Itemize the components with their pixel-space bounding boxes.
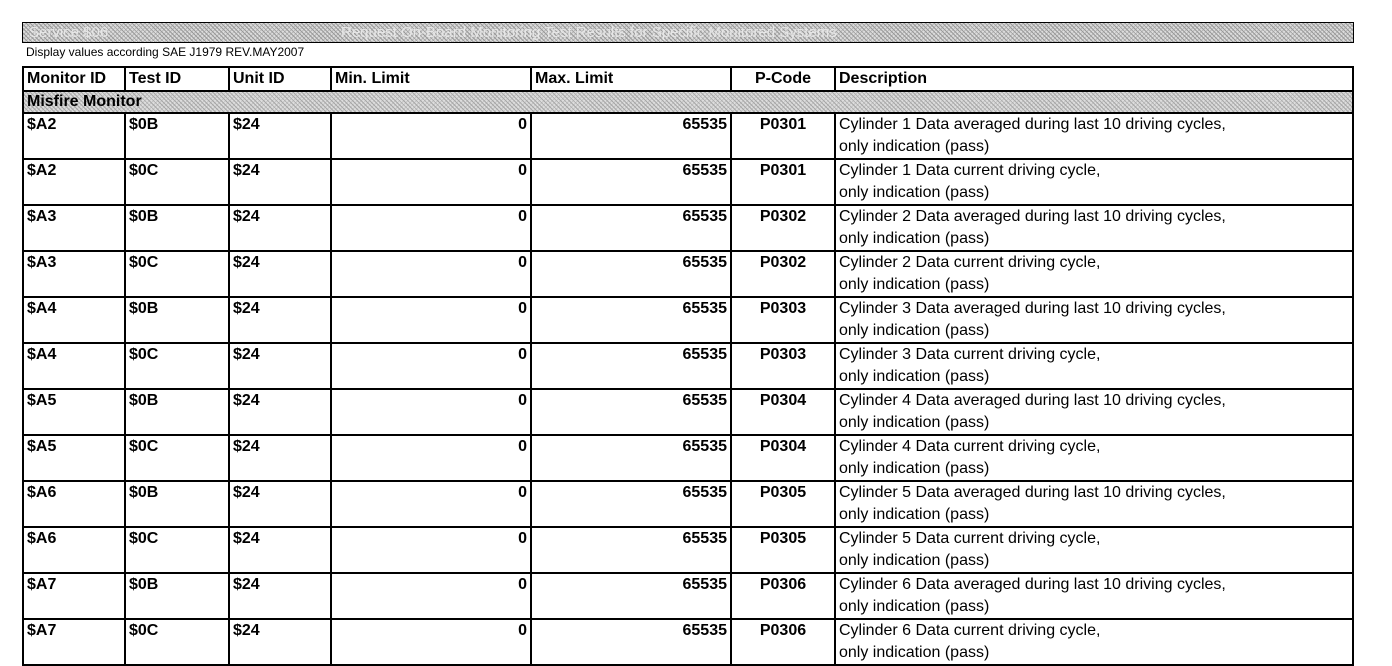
monitor-id-cell: $A4 <box>23 343 125 389</box>
description-cell <box>835 573 1353 619</box>
unit-id-cell: $24 <box>229 435 331 481</box>
group-row <box>23 91 1353 113</box>
min-limit-cell: 0 <box>331 481 531 527</box>
min-limit-cell: 0 <box>331 113 531 159</box>
test-id-cell: $0C <box>125 619 229 665</box>
min-limit-cell: 0 <box>331 435 531 481</box>
unit-id-cell: $24 <box>229 527 331 573</box>
p-code-cell: P0305 <box>731 527 835 573</box>
description-cell <box>835 251 1353 297</box>
max-limit-cell: 65535 <box>531 527 731 573</box>
column-header-unit-id: Unit ID <box>229 67 331 91</box>
description-line-2: only indication (pass) <box>839 460 990 477</box>
column-header-max-limit: Max. Limit <box>531 67 731 91</box>
description-line-1: Cylinder 6 Data averaged during last 10 driving cycles, <box>839 576 1226 593</box>
test-id-cell: $0B <box>125 113 229 159</box>
description-line-1: Cylinder 3 Data current driving cycle, <box>839 346 1101 363</box>
column-header-description: Description <box>835 67 1353 91</box>
unit-id-cell: $24 <box>229 297 331 343</box>
description-line-2: only indication (pass) <box>839 276 990 293</box>
table-header-row <box>23 67 1353 91</box>
description-line-1: Cylinder 4 Data averaged during last 10 driving cycles, <box>839 392 1226 409</box>
description-line-1: Cylinder 1 Data current driving cycle, <box>839 162 1101 179</box>
min-limit-cell: 0 <box>331 251 531 297</box>
p-code-cell: P0302 <box>731 251 835 297</box>
description-line-1: Cylinder 5 Data current driving cycle, <box>839 530 1101 547</box>
table-row <box>23 619 1353 665</box>
test-id-cell: $0B <box>125 205 229 251</box>
description-cell <box>835 159 1353 205</box>
description-line-2: only indication (pass) <box>839 138 990 155</box>
p-code-cell: P0306 <box>731 573 835 619</box>
table-row <box>23 527 1353 573</box>
group-label: Misfire Monitor <box>23 91 1353 113</box>
description-line-2: only indication (pass) <box>839 552 990 569</box>
max-limit-cell: 65535 <box>531 343 731 389</box>
column-header-min-limit: Min. Limit <box>331 67 531 91</box>
min-limit-cell: 0 <box>331 343 531 389</box>
unit-id-cell: $24 <box>229 159 331 205</box>
max-limit-cell: 65535 <box>531 619 731 665</box>
table-row <box>23 389 1353 435</box>
monitor-id-cell: $A2 <box>23 113 125 159</box>
max-limit-cell: 65535 <box>531 205 731 251</box>
monitor-id-cell: $A6 <box>23 527 125 573</box>
page-title: Request On-Board Monitoring Test Results for Specific Monitored Systems <box>341 24 837 41</box>
max-limit-cell: 65535 <box>531 435 731 481</box>
monitor-id-cell: $A3 <box>23 205 125 251</box>
test-id-cell: $0B <box>125 389 229 435</box>
table-row <box>23 481 1353 527</box>
p-code-cell: P0302 <box>731 205 835 251</box>
test-id-cell: $0B <box>125 297 229 343</box>
description-cell <box>835 343 1353 389</box>
max-limit-cell: 65535 <box>531 159 731 205</box>
min-limit-cell: 0 <box>331 619 531 665</box>
description-cell <box>835 205 1353 251</box>
p-code-cell: P0303 <box>731 297 835 343</box>
description-line-2: only indication (pass) <box>839 230 990 247</box>
description-line-1: Cylinder 5 Data averaged during last 10 driving cycles, <box>839 484 1226 501</box>
unit-id-cell: $24 <box>229 251 331 297</box>
monitor-id-cell: $A7 <box>23 573 125 619</box>
table-row <box>23 435 1353 481</box>
table-row <box>23 343 1353 389</box>
min-limit-cell: 0 <box>331 573 531 619</box>
unit-id-cell: $24 <box>229 389 331 435</box>
unit-id-cell: $24 <box>229 205 331 251</box>
max-limit-cell: 65535 <box>531 389 731 435</box>
header-banner <box>22 22 1354 43</box>
monitor-id-cell: $A4 <box>23 297 125 343</box>
description-cell <box>835 113 1353 159</box>
min-limit-cell: 0 <box>331 297 531 343</box>
column-header-monitor-id: Monitor ID <box>23 67 125 91</box>
monitor-id-cell: $A3 <box>23 251 125 297</box>
description-line-1: Cylinder 1 Data averaged during last 10 driving cycles, <box>839 116 1226 133</box>
unit-id-cell: $24 <box>229 343 331 389</box>
monitor-id-cell: $A5 <box>23 435 125 481</box>
test-id-cell: $0C <box>125 251 229 297</box>
description-line-1: Cylinder 2 Data averaged during last 10 driving cycles, <box>839 208 1226 225</box>
results-table <box>22 66 1354 666</box>
description-line-1: Cylinder 2 Data current driving cycle, <box>839 254 1101 271</box>
description-line-2: only indication (pass) <box>839 414 990 431</box>
test-id-cell: $0B <box>125 481 229 527</box>
test-id-cell: $0C <box>125 527 229 573</box>
standard-note: Display values according SAE J1979 REV.MAY2007 <box>26 45 305 59</box>
min-limit-cell: 0 <box>331 389 531 435</box>
unit-id-cell: $24 <box>229 573 331 619</box>
test-id-cell: $0C <box>125 343 229 389</box>
description-line-2: only indication (pass) <box>839 598 990 615</box>
description-line-2: only indication (pass) <box>839 368 990 385</box>
min-limit-cell: 0 <box>331 159 531 205</box>
min-limit-cell: 0 <box>331 205 531 251</box>
description-cell <box>835 527 1353 573</box>
unit-id-cell: $24 <box>229 481 331 527</box>
table-row <box>23 205 1353 251</box>
table-row <box>23 159 1353 205</box>
monitor-id-cell: $A6 <box>23 481 125 527</box>
monitor-id-cell: $A7 <box>23 619 125 665</box>
service-label: Service $06 <box>29 24 109 41</box>
description-cell <box>835 481 1353 527</box>
max-limit-cell: 65535 <box>531 251 731 297</box>
p-code-cell: P0301 <box>731 159 835 205</box>
p-code-cell: P0301 <box>731 113 835 159</box>
test-id-cell: $0B <box>125 573 229 619</box>
table-row <box>23 251 1353 297</box>
test-id-cell: $0C <box>125 435 229 481</box>
max-limit-cell: 65535 <box>531 113 731 159</box>
min-limit-cell: 0 <box>331 527 531 573</box>
test-id-cell: $0C <box>125 159 229 205</box>
description-line-2: only indication (pass) <box>839 322 990 339</box>
description-cell <box>835 619 1353 665</box>
column-header-p-code: P-Code <box>731 67 835 91</box>
p-code-cell: P0306 <box>731 619 835 665</box>
max-limit-cell: 65535 <box>531 573 731 619</box>
column-header-test-id: Test ID <box>125 67 229 91</box>
p-code-cell: P0305 <box>731 481 835 527</box>
table-row <box>23 297 1353 343</box>
description-cell <box>835 389 1353 435</box>
description-cell <box>835 435 1353 481</box>
p-code-cell: P0304 <box>731 435 835 481</box>
max-limit-cell: 65535 <box>531 481 731 527</box>
description-cell <box>835 297 1353 343</box>
unit-id-cell: $24 <box>229 619 331 665</box>
description-line-1: Cylinder 6 Data current driving cycle, <box>839 622 1101 639</box>
p-code-cell: P0304 <box>731 389 835 435</box>
unit-id-cell: $24 <box>229 113 331 159</box>
p-code-cell: P0303 <box>731 343 835 389</box>
max-limit-cell: 65535 <box>531 297 731 343</box>
description-line-2: only indication (pass) <box>839 506 990 523</box>
table-row <box>23 113 1353 159</box>
monitor-id-cell: $A2 <box>23 159 125 205</box>
table-row <box>23 573 1353 619</box>
description-line-1: Cylinder 4 Data current driving cycle, <box>839 438 1101 455</box>
monitor-id-cell: $A5 <box>23 389 125 435</box>
description-line-2: only indication (pass) <box>839 644 990 661</box>
description-line-1: Cylinder 3 Data averaged during last 10 driving cycles, <box>839 300 1226 317</box>
description-line-2: only indication (pass) <box>839 184 990 201</box>
